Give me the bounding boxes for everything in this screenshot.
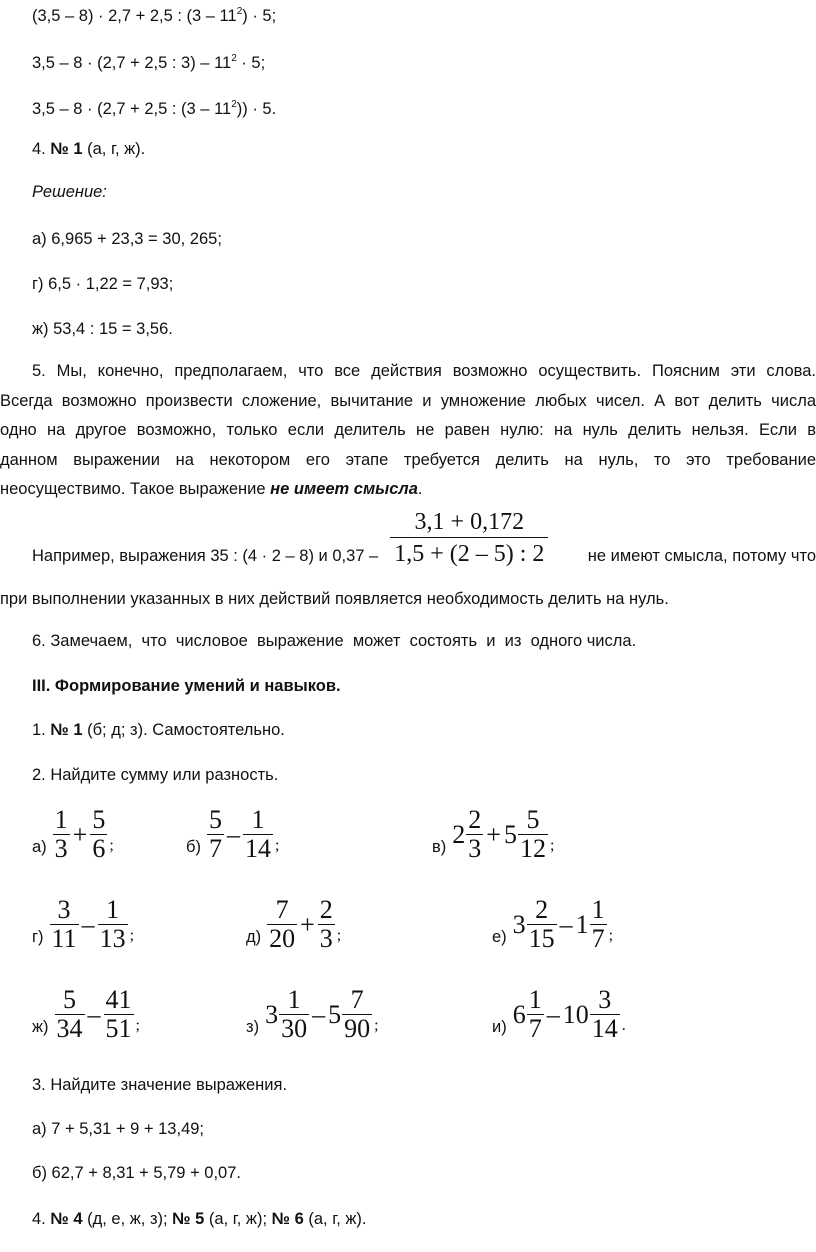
task-2-item-b: б) $\frac{5}{7}$ – $\frac{1}{14}$ ; xyxy=(186,805,280,863)
paragraph-5-line-5: неосуществимо. Такое выражение не имеет смысла. xyxy=(0,480,423,498)
task-2-item-zh: ж) $\frac{5}{34}$ – $\frac{41}{51}$ ; xyxy=(32,985,140,1043)
task-1: 1. № 1 (б; д; з). Самостоятельно. xyxy=(32,721,285,739)
paragraph-5-line-4: данном выражении на некотором его этапе требуется делить на нуль, то это требование xyxy=(0,450,816,469)
paragraph-5-line-2: Всегда возможно произвести сложение, вычитание и умножение любых чисел. А вот делить числа xyxy=(0,391,816,410)
item-4-heading: 4. № 1 (а, г, ж). xyxy=(32,140,146,158)
example-line: Например, выражения 35 : (4 · 2 – 8) и 0,37 – $\frac{3,1 + 0,172}{1,5 + (2 - 5) : 2}$ не имеют смысла, потому что xyxy=(32,507,816,570)
solution-heading: Решение: xyxy=(32,183,107,201)
section-3-heading: III. Формирование умений и навыков. xyxy=(32,677,341,695)
task-4: 4. № 4 (д, е, ж, з); № 5 (а, г, ж); № 6 (а, г, ж). xyxy=(32,1210,367,1228)
task-2-item-g: г) $\frac{3}{11}$ – $\frac{1}{13}$ ; xyxy=(32,895,135,953)
task-3-line-a: а) 7 + 5,31 + 9 + 13,49; xyxy=(32,1120,205,1138)
solution-line-g: г) 6,5 · 1,22 = 7,93; xyxy=(32,275,174,293)
emphasis-no-meaning: не имеет смысла xyxy=(270,480,418,498)
paragraph-5 xyxy=(0,357,816,505)
task-2-title: 2. Найдите сумму или разность. xyxy=(32,766,279,784)
expression-line-2: 3,5 – 8 · (2,7 + 2,5 : $3) - 11^2 \cdot 5$; xyxy=(32,53,266,72)
task-2-item-a: а) $\frac{1}{3}$ + $\frac{5}{6}$ ; xyxy=(32,805,114,863)
task-2-item-v: в) 2 $\frac{2}{3}$ + 5 $\frac{5}{12}$ ; xyxy=(432,805,555,863)
expression-line-1: (3,5 – 8) · 2,7 + 2,5 : $(3 - 11^2) \cdot 5$; xyxy=(32,6,277,25)
expression-line-3: 3,5 – 8 · (2,7 + 2,5 : $(3 - 11^2)) \cdot 5$. xyxy=(32,99,277,118)
task-2-item-z: з) 3 $\frac{1}{30}$ – 5 $\frac{7}{90}$ ; xyxy=(246,985,379,1043)
item-6: 6. Замечаем, что числовое выражение может состоять и из одного числа. xyxy=(32,632,637,650)
example-line-2: при выполнении указанных в них действий появляется необходимость делить на нуль. xyxy=(0,590,669,608)
task-2-item-e: е) 3 $\frac{2}{15}$ – 1 $\frac{1}{7}$ ; xyxy=(492,895,614,953)
paragraph-5-line-3: одно на другое возможно, только если делитель не равен нулю: на нуль делить нельзя. Если в xyxy=(0,421,816,439)
solution-line-zh: ж) 53,4 : 15 = 3,56. xyxy=(32,320,173,338)
example-fraction: $\frac{3,1 + 0,172}{1,5 + (2 - 5) : 2}$ xyxy=(390,507,548,570)
task-3-title: 3. Найдите значение выражения. xyxy=(32,1076,288,1094)
task-3-line-b: б) 62,7 + 8,31 + 5,79 + 0,07. xyxy=(32,1164,241,1182)
solution-line-a: а) 6,965 + 23,3 = 30, 265; xyxy=(32,230,222,248)
paragraph-5-line-1: 5. Мы, конечно, предполагаем, что все действия возможно осуществить. Поясним эти слова. xyxy=(32,362,816,380)
task-2-item-d: д) $\frac{7}{20}$ + $\frac{2}{3}$ ; xyxy=(246,895,342,953)
task-2-item-i: и) 6 $\frac{1}{7}$ – 10 $\frac{3}{14}$ . xyxy=(492,985,626,1043)
